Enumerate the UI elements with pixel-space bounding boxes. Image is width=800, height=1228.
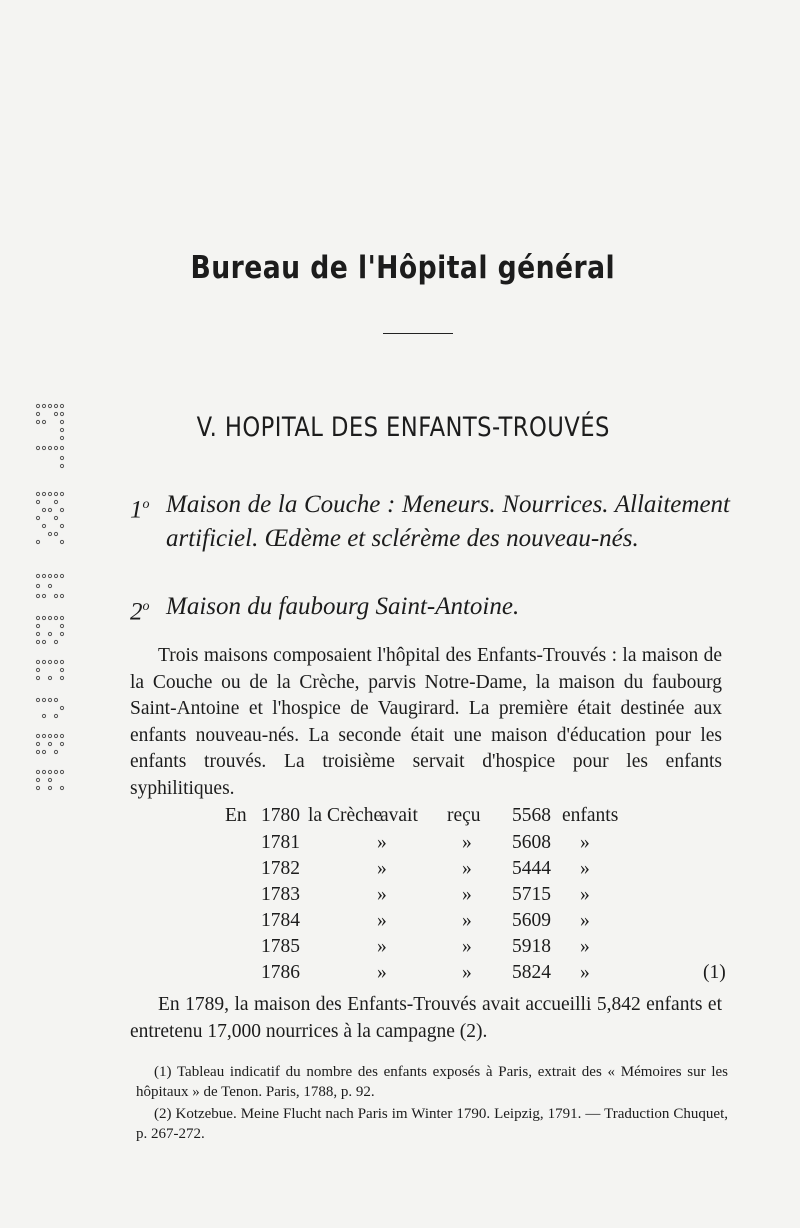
- table-cell-year: 1786: [261, 962, 300, 983]
- subsection-1: [130, 488, 730, 556]
- ditto-mark: »: [580, 884, 590, 905]
- heading-divider: [383, 333, 453, 334]
- table-cell: enfants: [562, 805, 619, 826]
- body-paragraph: Trois maisons composaient l'hôpital des Enfants-Trouvés : la maison de la Couche ou de la Crèche, parvis Notre-Dame, la maison du faubourg Saint-Antoine et l'hospice de Vaugirard. La première était destinée aux enfants nouveau-nés. La seconde était une maison d'éducation pour les enfants trouvés. La troisième servait d'hospice pour les enfants syphilitiques.: [130, 645, 722, 799]
- ditto-mark: »: [377, 910, 387, 931]
- subsection-text: Maison de la Couche : Meneurs. Nourrices. Allaitement artificiel. Œdème et sclérème des nouveau-nés.: [166, 491, 730, 552]
- table-row: [0, 936, 800, 962]
- subsection-text: Maison du faubourg Saint-Antoine.: [166, 593, 520, 620]
- body-paragraph-2: En 1789, la maison des Enfants-Trouvés avait accueilli 5,842 enfants et entretenu 17,000 nourrices à la campagne (2).: [130, 994, 722, 1042]
- table-cell-year: 1781: [261, 832, 300, 853]
- footnote-1: (1) Tableau indicatif du nombre des enfants exposés à Paris, extrait des « Mémoires sur les hôpitaux » de Tenon. Paris, 1788, p. 92.: [136, 1064, 728, 1100]
- table-cell-year: 1784: [261, 910, 300, 931]
- ditto-mark: »: [462, 832, 472, 853]
- subsection-number: 2$^o$: [130, 598, 150, 626]
- footnotes: [136, 1062, 728, 1146]
- page-heading: Bureau de l'Hôpital général: [190, 250, 616, 286]
- subsection-2: [130, 590, 730, 624]
- table-cell-value: 5715: [512, 884, 551, 905]
- table-cell: reçu: [447, 805, 481, 826]
- ditto-mark: »: [462, 858, 472, 879]
- section-title: V. HOPITAL DES ENFANTS-TROUVÉS: [196, 412, 610, 443]
- table-row: [0, 805, 800, 831]
- ditto-mark: »: [377, 884, 387, 905]
- perforation-stamp-image: [34, 400, 68, 800]
- table-cell: avait: [380, 805, 418, 826]
- ditto-mark: »: [462, 884, 472, 905]
- table-cell-year: 1782: [261, 858, 300, 879]
- table-cell: la Crèche: [308, 805, 383, 826]
- ditto-mark: »: [462, 962, 472, 983]
- ditto-mark: »: [377, 962, 387, 983]
- table-cell-year: 1785: [261, 936, 300, 957]
- ditto-mark: »: [377, 936, 387, 957]
- ditto-mark: »: [377, 858, 387, 879]
- ditto-mark: »: [580, 936, 590, 957]
- table-cell-year: 1783: [261, 884, 300, 905]
- table-row: [0, 962, 800, 988]
- ditto-mark: »: [580, 858, 590, 879]
- table-row: [0, 832, 800, 858]
- table-cell: En: [225, 805, 247, 826]
- table-cell-value: 5824: [512, 962, 551, 983]
- ditto-mark: »: [580, 832, 590, 853]
- table-cell-value: 5444: [512, 858, 551, 879]
- footnote-2: (2) Kotzebue. Meine Flucht nach Paris im Winter 1790. Leipzig, 1791. — Traduction Chuquet, p. 267-272.: [136, 1106, 728, 1142]
- footnote-reference: (1): [703, 962, 726, 983]
- ditto-mark: »: [580, 962, 590, 983]
- ditto-mark: »: [462, 910, 472, 931]
- ditto-mark: »: [377, 832, 387, 853]
- table-cell-year: 1780: [261, 805, 300, 826]
- table-cell-value: 5918: [512, 936, 551, 957]
- table-row: [0, 858, 800, 884]
- table-row: [0, 884, 800, 910]
- ditto-mark: »: [580, 910, 590, 931]
- table-cell-value: 5568: [512, 805, 551, 826]
- table-row: [0, 910, 800, 936]
- subsection-number: 1$^o$: [130, 496, 150, 524]
- table-cell-value: 5608: [512, 832, 551, 853]
- ditto-mark: »: [462, 936, 472, 957]
- table-cell-value: 5609: [512, 910, 551, 931]
